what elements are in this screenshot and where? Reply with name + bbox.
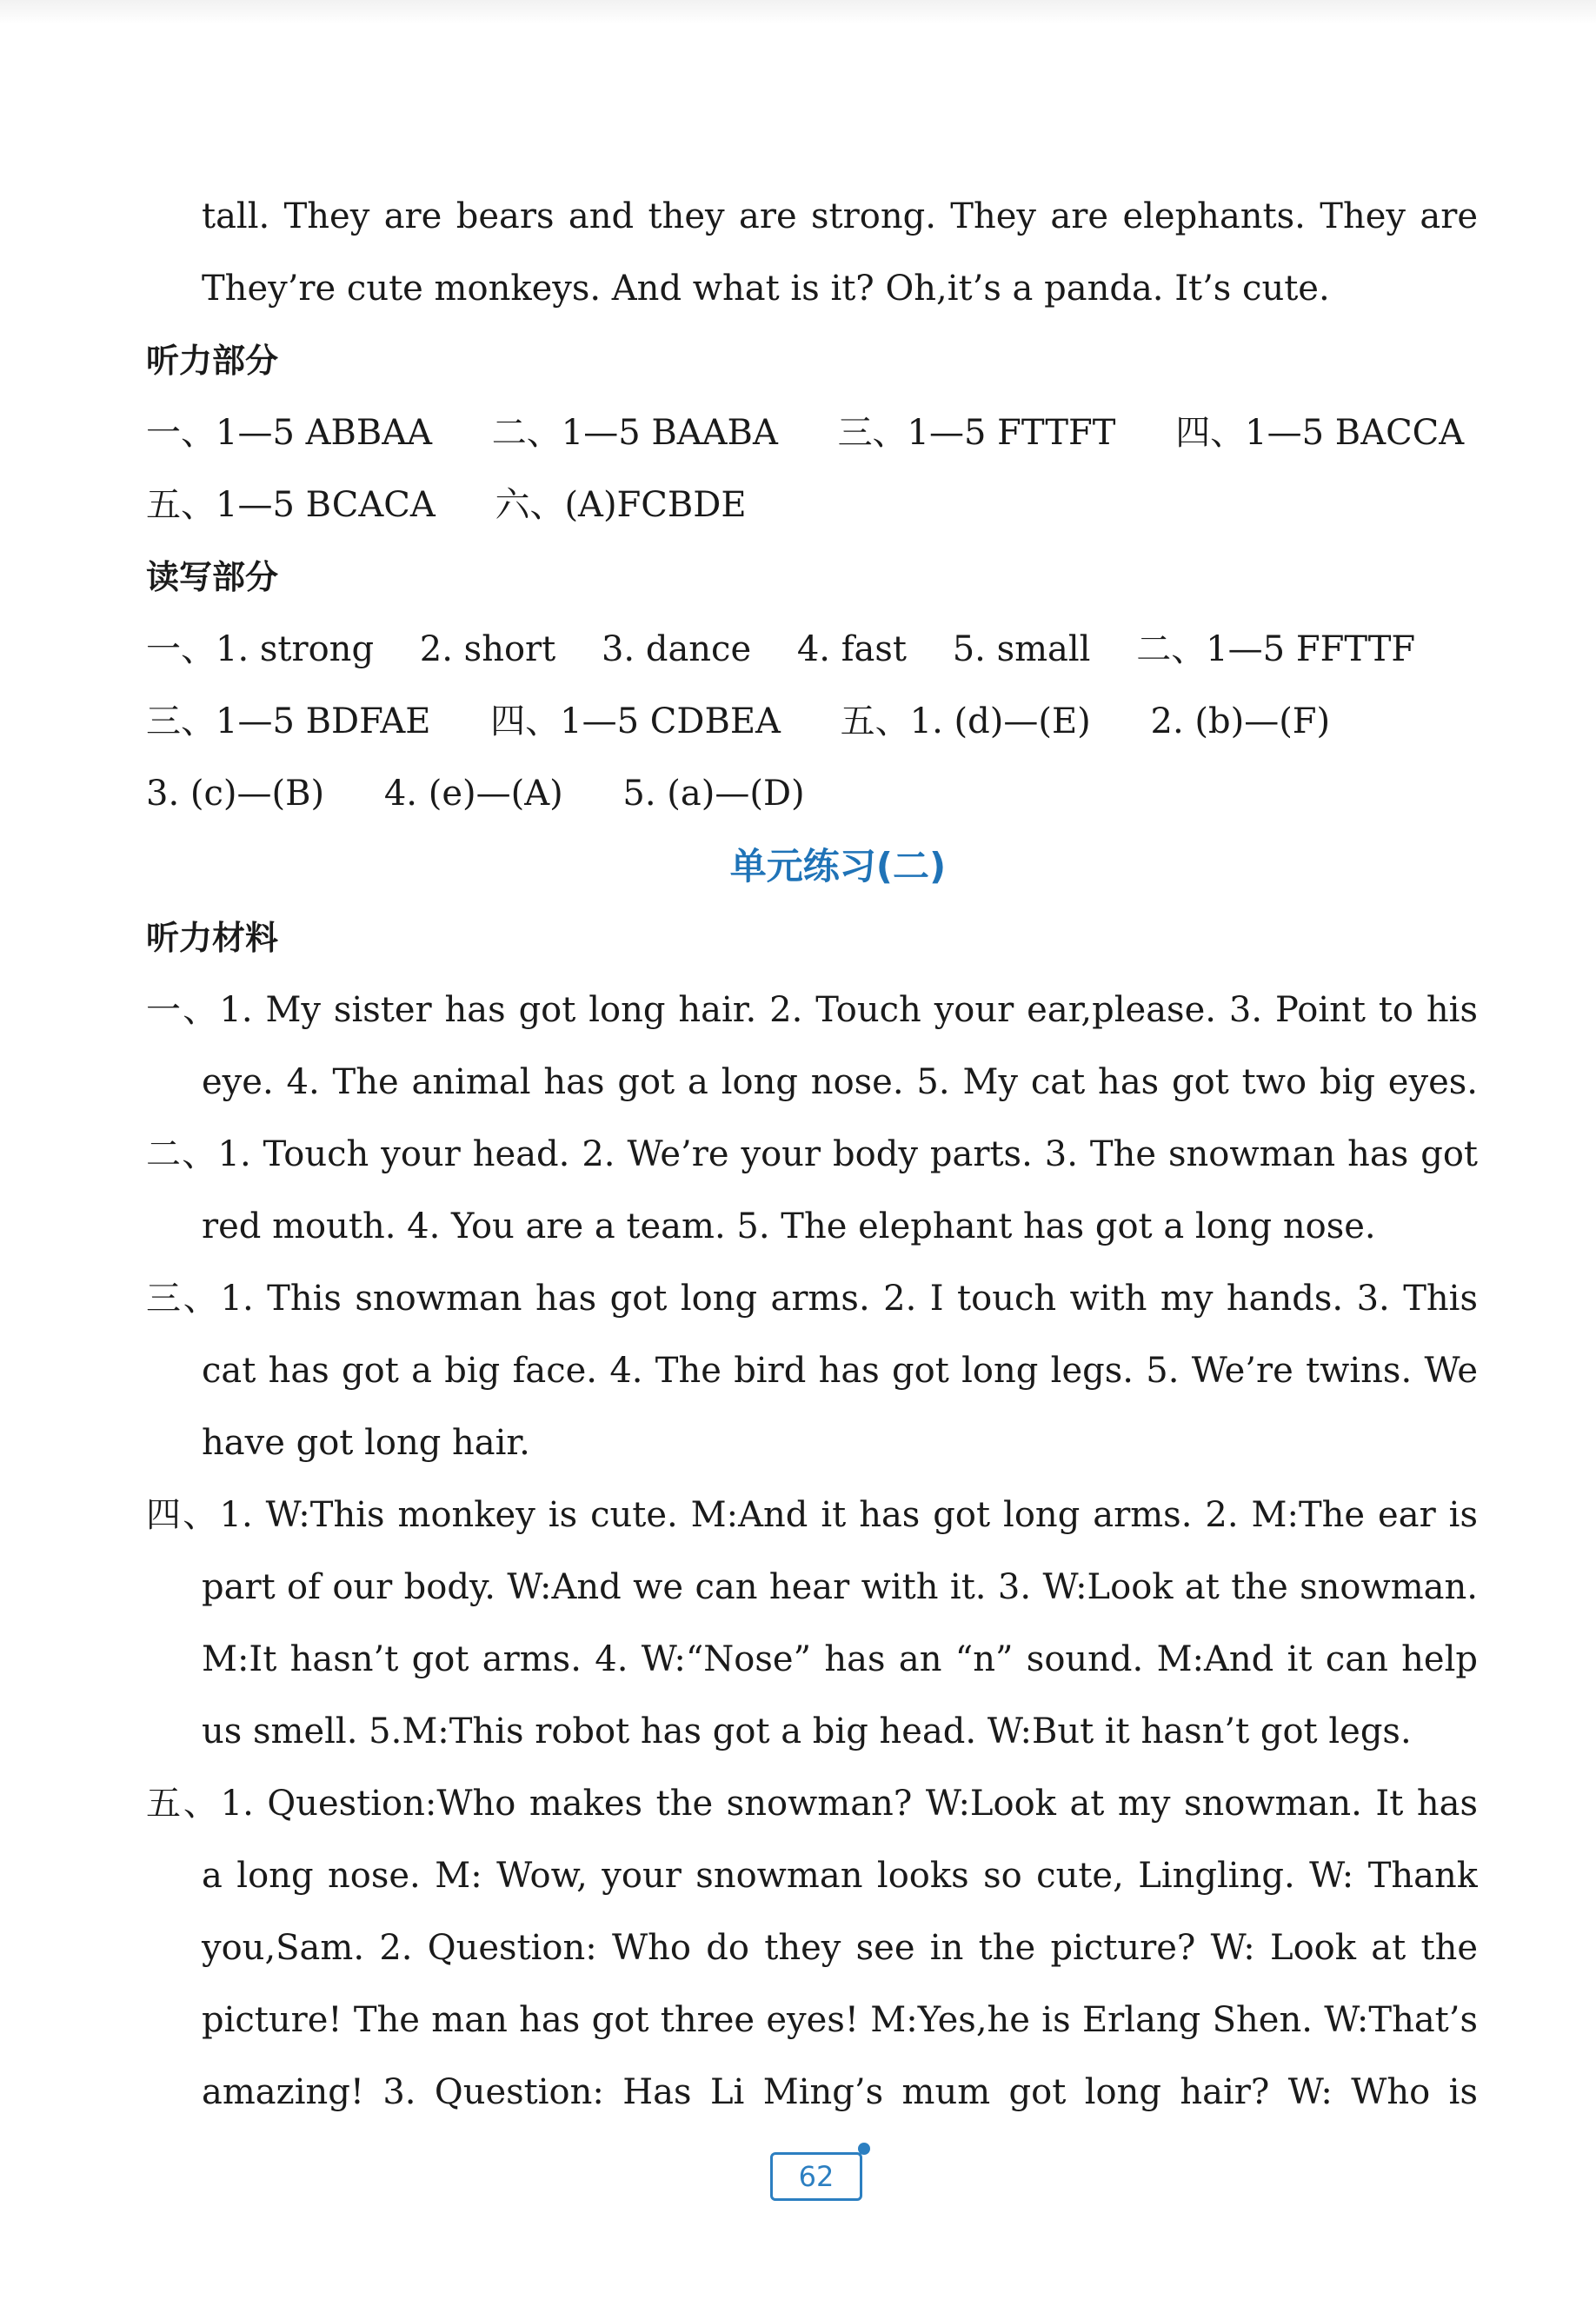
text-line: eye. 4. The animal has got a long nose. 5. My cat has got two big eyes. <box>202 1062 1478 1102</box>
answer-item: 5. (a)—(D) <box>622 774 805 814</box>
answer-row <box>146 397 1478 469</box>
answer-item: 3. (c)—(B) <box>146 774 325 814</box>
answer-item: 六、(A)FCBDE <box>495 485 747 525</box>
answer-row <box>146 758 1478 830</box>
text-line: picture! The man has got three eyes! M:Yes,he is Erlang Shen. W:That’s <box>202 2000 1478 2040</box>
text-line: part of our body. W:And we can hear with it. 3. W:Look at the snowman. <box>202 1567 1478 1607</box>
text-line: us smell. 5.M:This robot has got a big head. W:But it hasn’t got legs. <box>202 1711 1412 1751</box>
answer-item: 二、1—5 BAABA <box>491 413 778 453</box>
text-line: have got long hair. <box>202 1423 530 1463</box>
page-content <box>146 181 1478 2129</box>
text-line: cat has got a big face. 4. The bird has got long legs. 5. We’re twins. We <box>202 1351 1478 1391</box>
section-heading-reading: 读写部分 <box>146 558 279 596</box>
answer-item: 4. (e)—(A) <box>383 774 563 814</box>
answer-item: 2. short <box>419 629 556 669</box>
answer-item: 4. fast <box>796 629 907 669</box>
answer-item: 五、1—5 BCACA <box>146 485 436 525</box>
text-line: 一、1. My sister has got long hair. 2. Touch your ear,please. 3. Point to his <box>146 990 1478 1030</box>
text-line: M:It hasn’t got arms. 4. W:“Nose” has an “n” sound. M:And it can help <box>202 1639 1478 1679</box>
text-line: red mouth. 4. You are a team. 5. The elephant has got a long nose. <box>202 1206 1376 1246</box>
answer-item: 二、1—5 FFTTF <box>1136 629 1416 669</box>
text-line: 四、1. W:This monkey is cute. M:And it has got long arms. 2. M:The ear is <box>146 1495 1478 1535</box>
answer-item: 一、1—5 ABBAA <box>146 413 433 453</box>
answer-item: 四、1—5 BACCA <box>1175 413 1465 453</box>
text-line: They’re cute monkeys. And what is it? Oh,it’s a panda. It’s cute. <box>202 269 1330 309</box>
unit-title: 单元练习(二) <box>729 845 947 887</box>
page-number-text: 62 <box>798 2160 835 2193</box>
page-number-ornament-icon <box>858 2143 870 2155</box>
page-top-shadow <box>0 0 1596 24</box>
answer-item: 一、1. strong <box>146 629 375 669</box>
text-line: 二、1. Touch your head. 2. We’re your body parts. 3. The snowman has got <box>146 1134 1478 1174</box>
text-line: 三、1. This snowman has got long arms. 2. I touch with my hands. 3. This <box>146 1279 1478 1319</box>
section-heading-listening: 听力部分 <box>146 342 279 380</box>
text-line: a long nose. M: Wow, your snowman looks so cute, Lingling. W: Thank <box>202 1856 1478 1896</box>
text-line: amazing! 3. Question: Has Li Ming’s mum got long hair? W: Who is <box>202 2072 1478 2112</box>
answer-item: 3. dance <box>601 629 752 669</box>
answer-row <box>146 469 1478 542</box>
answer-item: 三、1—5 FTTFT <box>837 413 1116 453</box>
answer-item: 四、1—5 CDBEA <box>490 701 781 741</box>
answer-item: 5. small <box>952 629 1091 669</box>
answer-row <box>146 614 1478 686</box>
answer-row <box>146 686 1478 758</box>
answer-item: 2. (b)—(F) <box>1150 701 1331 741</box>
text-line: you,Sam. 2. Question: Who do they see in the picture? W: Look at the <box>202 1928 1478 1968</box>
text-line: tall. They are bears and they are strong. They are elephants. They are <box>202 196 1478 236</box>
answer-item: 五、1. (d)—(E) <box>840 701 1091 741</box>
answer-item: 三、1—5 BDFAE <box>146 701 431 741</box>
text-line: 五、1. Question:Who makes the snowman? W:Look at my snowman. It has <box>146 1784 1478 1824</box>
page-number <box>770 2152 862 2201</box>
section-heading-material: 听力材料 <box>146 919 279 957</box>
